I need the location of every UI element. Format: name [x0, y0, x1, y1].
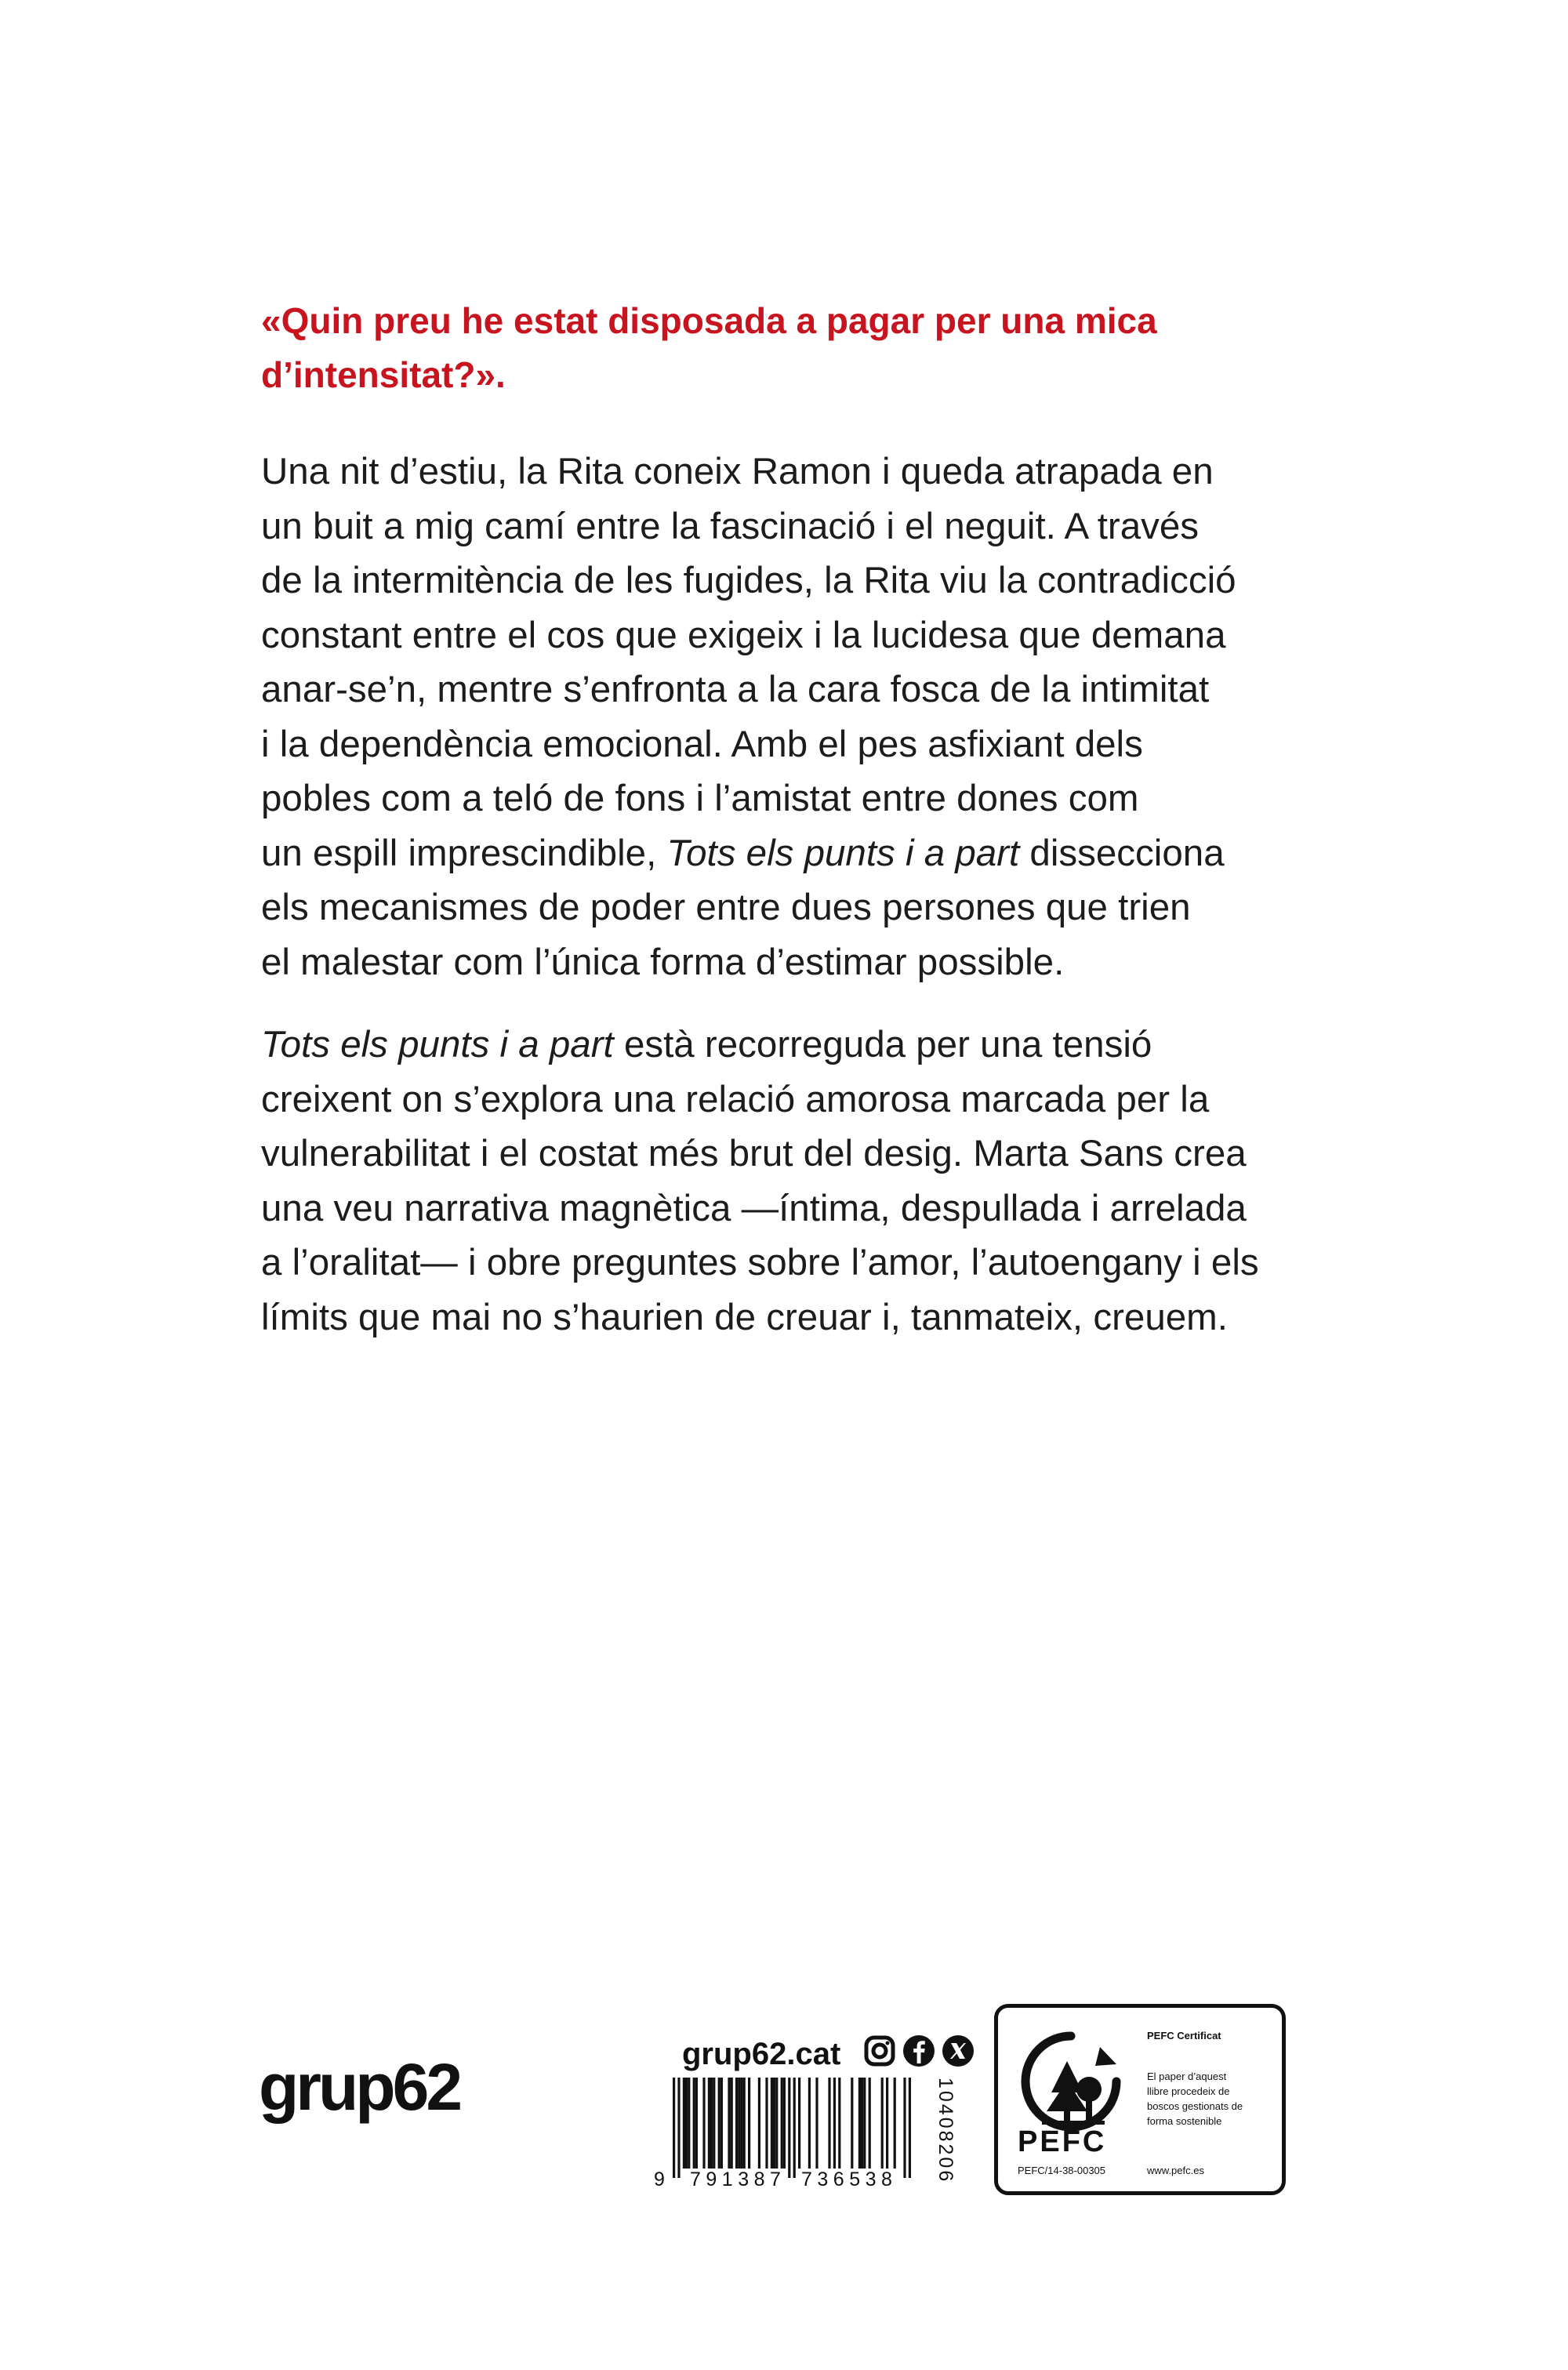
synopsis-paragraph-2 — [261, 1018, 1343, 1345]
text-line: una veu narrativa magnètica —íntima, despullada i arrelada — [261, 1187, 1247, 1229]
isbn-digits-left: 791387 — [690, 2169, 786, 2190]
barcode-bar — [773, 2078, 775, 2169]
barcode-bar — [765, 2078, 768, 2169]
barcode-bar — [713, 2078, 715, 2169]
book-title-italic: Tots els punts i a part — [261, 1024, 614, 1065]
barcode-bar — [775, 2078, 778, 2169]
publisher-logo: grup62 — [259, 2050, 460, 2124]
text-line: vulnerabilitat i el costat més brut del desig. Marta Sans crea — [261, 1133, 1247, 1174]
pull-quote — [261, 294, 1343, 402]
barcode-bar — [720, 2078, 723, 2169]
barcode-bar — [771, 2078, 773, 2169]
synopsis-paragraph-1 — [261, 445, 1343, 989]
barcode-bar — [894, 2078, 896, 2169]
barcode-bar — [743, 2078, 746, 2169]
barcode-bar — [815, 2078, 818, 2169]
isbn-digits-right: 736538 — [801, 2169, 898, 2190]
barcode-bar — [718, 2078, 720, 2169]
pefc-text-line: boscos gestionats de — [1147, 2100, 1243, 2112]
pefc-text-line: forma sostenible — [1147, 2115, 1222, 2127]
text-fragment: dissecciona — [1019, 832, 1225, 874]
text-line: de la intermitència de les fugides, la Rita viu la contradicció — [261, 560, 1236, 601]
barcode-bar — [735, 2078, 738, 2169]
pefc-website[interactable]: www.pefc.es — [1147, 2165, 1204, 2176]
barcode-bar — [738, 2078, 740, 2169]
text-line: els mecanismes de poder entre dues persones que trien — [261, 887, 1191, 928]
barcode-bar — [858, 2078, 861, 2169]
instagram-icon[interactable] — [862, 2034, 897, 2068]
text-fragment: un espill imprescindible, — [261, 832, 667, 874]
barcode-bar — [851, 2078, 853, 2169]
text-line — [261, 826, 1343, 881]
isbn-digit-prefix: 9 — [654, 2169, 670, 2190]
barcode-bar — [731, 2078, 733, 2169]
barcode-bar — [863, 2078, 866, 2169]
barcode-bar — [828, 2078, 830, 2169]
barcode-bar — [833, 2078, 836, 2169]
barcode-guard-bar — [909, 2078, 911, 2178]
x-icon[interactable] — [941, 2034, 975, 2068]
barcode-bar — [710, 2078, 713, 2169]
text-line — [261, 1018, 1343, 1072]
barcode-bar — [886, 2078, 888, 2169]
barcode-bar — [728, 2078, 730, 2169]
text-fragment: està recorreguda per una tensió — [613, 1024, 1152, 1065]
barcode-bar — [781, 2078, 783, 2169]
barcode-bar — [783, 2078, 786, 2169]
text-line: i la dependència emocional. Amb el pes asfixiant dels — [261, 723, 1143, 765]
barcode-bar — [758, 2078, 760, 2169]
text-line: constant entre el cos que exigeix i la lucidesa que demana — [261, 614, 1226, 656]
barcode-bar — [740, 2078, 742, 2169]
pefc-description — [1147, 2069, 1280, 2129]
text-line: creixent on s’explora una relació amorosa marcada per la — [261, 1078, 1210, 1120]
barcode-bar — [708, 2078, 710, 2169]
text-line: Una nit d’estiu, la Rita coneix Ramon i queda atrapada en — [261, 451, 1214, 492]
barcode-guard-bar — [677, 2078, 680, 2178]
pefc-license-code: PEFC/14-38-00305 — [1018, 2165, 1106, 2176]
barcode-bar — [688, 2078, 690, 2169]
barcode-bar — [702, 2078, 705, 2169]
pefc-certification-badge — [994, 2004, 1286, 2195]
publisher-website[interactable]: grup62.cat — [682, 2037, 841, 2071]
barcode-guard-bar — [903, 2078, 906, 2178]
text-line: pobles com a teló de fons i l’amistat entre dones com — [261, 778, 1139, 819]
barcode-guard-bar — [673, 2078, 675, 2178]
barcode-bar — [808, 2078, 811, 2169]
isbn-barcode — [660, 2078, 927, 2179]
side-code-text: 10408206 — [935, 2078, 956, 2184]
barcode-bar — [861, 2078, 863, 2169]
facebook-icon[interactable] — [902, 2034, 936, 2068]
barcode-bar — [695, 2078, 698, 2169]
barcode-bar — [869, 2078, 871, 2169]
pefc-wordmark: PEFC — [1018, 2125, 1107, 2158]
barcode-bar — [881, 2078, 884, 2169]
barcode-bar — [798, 2078, 800, 2169]
quote-line: «Quin preu he estat disposada a pagar per una mica — [261, 300, 1157, 341]
barcode-bar — [683, 2078, 685, 2169]
barcode-side-code — [933, 2078, 956, 2187]
pefc-text-line: El paper d’aquest — [1147, 2071, 1227, 2082]
barcode-guard-bar — [793, 2078, 796, 2178]
text-line: a l’oralitat— i obre preguntes sobre l’amor, l’autoengany i els — [261, 1242, 1259, 1283]
text-line: límits que mai no s’haurien de creuar i, tanmateix, creuem. — [261, 1296, 1228, 1338]
text-line: un buit a mig camí entre la fascinació i el neguit. A través — [261, 505, 1200, 547]
pefc-text-line: llibre procedeix de — [1147, 2085, 1230, 2097]
barcode-guard-bar — [788, 2078, 790, 2178]
quote-line: d’intensitat?». — [261, 354, 506, 395]
barcode-bar — [693, 2078, 695, 2169]
barcode-bar — [748, 2078, 750, 2169]
text-line: el malestar com l’única forma d’estimar possible. — [261, 941, 1065, 983]
pefc-title: PEFC Certificat — [1147, 2030, 1221, 2042]
barcode-bar — [685, 2078, 688, 2169]
barcode-bar — [838, 2078, 840, 2169]
book-title-italic: Tots els punts i a part — [666, 832, 1020, 874]
text-line: anar-se’n, mentre s’enfronta a la cara fosca de la intimitat — [261, 669, 1210, 710]
